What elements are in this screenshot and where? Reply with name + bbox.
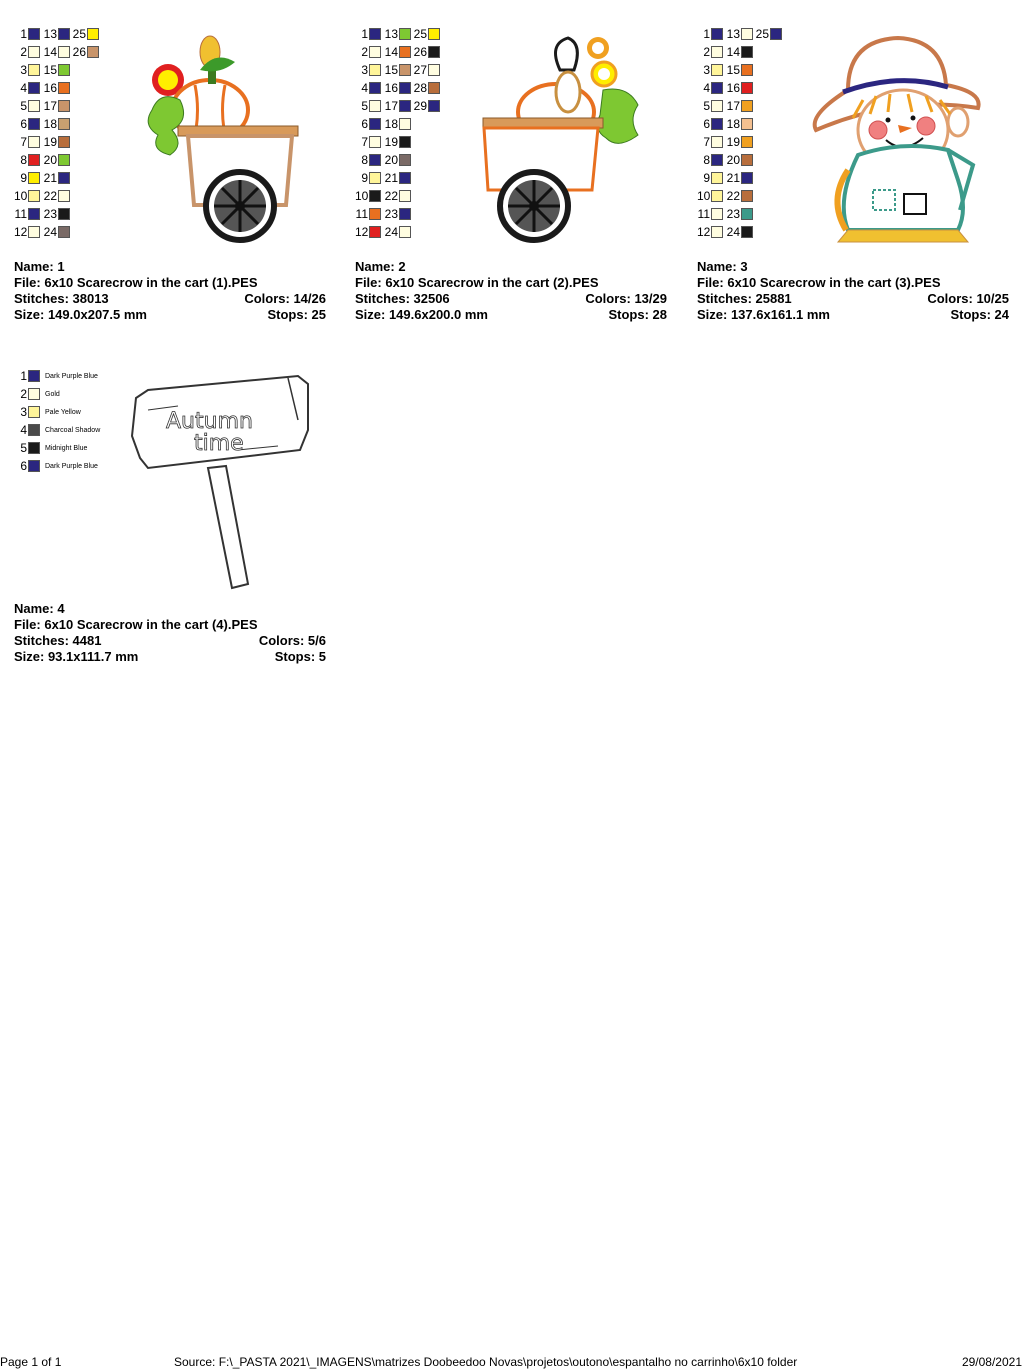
sign-text-line2: time (194, 431, 244, 456)
swatch (28, 100, 40, 112)
color-name: Midnight Blue (45, 444, 88, 452)
design-colors: Colors: 5/6 (258, 633, 326, 648)
color-name: Dark Purple Blue (45, 462, 98, 470)
scarecrow-cart-artwork-2 (478, 30, 648, 250)
swatch (28, 424, 40, 436)
color-number: 13 (43, 27, 57, 41)
color-number: 5 (20, 441, 27, 455)
swatch (711, 118, 723, 130)
swatch (369, 28, 381, 40)
color-number: 11 (355, 207, 368, 221)
color-number: 19 (726, 135, 740, 149)
swatch (369, 172, 381, 184)
swatch (87, 28, 99, 40)
color-number: 18 (384, 117, 398, 131)
color-number: 3 (361, 63, 368, 77)
swatch (399, 28, 411, 40)
swatch (399, 190, 411, 202)
swatch (428, 64, 440, 76)
color-number: 6 (20, 459, 27, 473)
autumn-sign-artwork-4 (128, 370, 313, 592)
color-number: 3 (703, 63, 710, 77)
footer-page-number: Page 1 of 1 (0, 1355, 62, 1369)
design-file: File: 6x10 Scarecrow in the cart (4).PES (14, 617, 258, 632)
swatch (28, 136, 40, 148)
color-number: 13 (384, 27, 398, 41)
color-number: 10 (355, 189, 369, 203)
color-number: 7 (361, 135, 368, 149)
swatch (28, 64, 40, 76)
color-number: 10 (14, 189, 28, 203)
color-number: 1 (20, 369, 27, 383)
color-number: 4 (703, 81, 710, 95)
swatch (369, 154, 381, 166)
sign-text-line1: Autumn (166, 409, 253, 434)
color-palette-3 (697, 25, 797, 245)
swatch (741, 28, 753, 40)
color-number: 25 (413, 27, 427, 41)
color-number: 1 (703, 27, 710, 41)
swatch (399, 208, 411, 220)
swatch (741, 172, 753, 184)
color-number: 28 (413, 81, 427, 95)
color-number: 6 (703, 117, 710, 131)
color-number: 23 (43, 207, 57, 221)
color-number: 1 (20, 27, 27, 41)
color-number: 12 (14, 225, 28, 239)
color-number: 21 (43, 171, 57, 185)
swatch (399, 172, 411, 184)
color-number: 24 (384, 225, 398, 239)
color-number: 15 (384, 63, 398, 77)
color-number: 4 (361, 81, 368, 95)
scarecrow-cart-artwork-1 (140, 30, 310, 250)
swatch (741, 226, 753, 238)
design-info-3 (697, 259, 1009, 323)
swatch (711, 226, 723, 238)
color-number: 14 (726, 45, 740, 59)
swatch (711, 64, 723, 76)
design-stitches: Stitches: 32506 (355, 291, 450, 306)
swatch (28, 82, 40, 94)
design-file: File: 6x10 Scarecrow in the cart (2).PES (355, 275, 599, 290)
color-number: 14 (43, 45, 57, 59)
color-number: 20 (384, 153, 398, 167)
color-number: 19 (43, 135, 57, 149)
color-number: 12 (355, 225, 369, 239)
color-number: 21 (726, 171, 740, 185)
swatch (58, 226, 70, 238)
design-name: Name: 3 (697, 259, 748, 274)
color-number: 16 (43, 81, 57, 95)
swatch (711, 136, 723, 148)
color-number: 15 (43, 63, 57, 77)
swatch (711, 46, 723, 58)
design-colors: Colors: 13/29 (585, 291, 667, 306)
color-number: 10 (697, 189, 711, 203)
swatch (741, 82, 753, 94)
color-number: 2 (703, 45, 710, 59)
design-size: Size: 149.0x207.5 mm (14, 307, 147, 322)
swatch (741, 154, 753, 166)
color-number: 26 (72, 45, 86, 59)
color-number: 8 (703, 153, 710, 167)
color-number: 5 (703, 99, 710, 113)
swatch (28, 190, 40, 202)
swatch (369, 82, 381, 94)
design-size: Size: 93.1x111.7 mm (14, 649, 139, 664)
swatch (741, 208, 753, 220)
design-colors: Colors: 10/25 (927, 291, 1009, 306)
color-name: Charcoal Shadow (45, 426, 101, 434)
design-stops: Stops: 24 (950, 307, 1009, 322)
design-name: Name: 2 (355, 259, 406, 274)
color-palette-1 (14, 25, 114, 245)
color-number: 13 (726, 27, 740, 41)
design-stitches: Stitches: 25881 (697, 291, 792, 306)
color-number: 23 (726, 207, 740, 221)
color-number: 17 (43, 99, 57, 113)
color-number: 26 (413, 45, 427, 59)
color-number: 4 (20, 423, 27, 437)
swatch (28, 208, 40, 220)
design-info-2 (355, 259, 667, 323)
swatch (58, 46, 70, 58)
color-number: 2 (20, 387, 27, 401)
swatch (28, 154, 40, 166)
swatch (28, 28, 40, 40)
swatch (28, 442, 40, 454)
swatch (399, 136, 411, 148)
color-number: 22 (726, 189, 740, 203)
swatch (741, 46, 753, 58)
scarecrow-artwork-3 (808, 30, 988, 250)
design-info-4 (14, 601, 326, 665)
color-number: 29 (413, 99, 427, 113)
swatch (58, 64, 70, 76)
color-number: 22 (43, 189, 57, 203)
swatch (369, 136, 381, 148)
swatch (711, 154, 723, 166)
design-info-1 (14, 259, 326, 323)
color-number: 20 (43, 153, 57, 167)
swatch (369, 226, 381, 238)
color-number: 6 (20, 117, 27, 131)
color-number: 24 (726, 225, 740, 239)
design-size: Size: 149.6x200.0 mm (355, 307, 488, 322)
color-number: 22 (384, 189, 398, 203)
swatch (399, 154, 411, 166)
swatch (58, 154, 70, 166)
color-number: 4 (20, 81, 27, 95)
swatch (428, 28, 440, 40)
design-name: Name: 4 (14, 601, 65, 616)
swatch (711, 28, 723, 40)
swatch (28, 406, 40, 418)
swatch (28, 370, 40, 382)
color-number: 2 (20, 45, 27, 59)
swatch (369, 118, 381, 130)
color-number: 7 (703, 135, 710, 149)
swatch (58, 118, 70, 130)
color-number: 8 (20, 153, 27, 167)
swatch (741, 100, 753, 112)
swatch (741, 118, 753, 130)
swatch (741, 64, 753, 76)
swatch (87, 46, 99, 58)
color-number: 16 (726, 81, 740, 95)
color-number: 27 (413, 63, 427, 77)
swatch (58, 28, 70, 40)
color-number: 17 (726, 99, 740, 113)
design-name: Name: 1 (14, 259, 65, 274)
color-number: 15 (726, 63, 740, 77)
swatch (58, 208, 70, 220)
design-colors: Colors: 14/26 (244, 291, 326, 306)
color-number: 20 (726, 153, 740, 167)
swatch (58, 82, 70, 94)
swatch (399, 100, 411, 112)
design-size: Size: 137.6x161.1 mm (697, 307, 830, 322)
color-number: 25 (755, 27, 769, 41)
color-number: 3 (20, 63, 27, 77)
color-number: 11 (14, 207, 27, 221)
swatch (428, 82, 440, 94)
swatch (428, 100, 440, 112)
color-number: 19 (384, 135, 398, 149)
design-stops: Stops: 5 (274, 649, 326, 664)
swatch (58, 190, 70, 202)
swatch (28, 118, 40, 130)
swatch (28, 46, 40, 58)
color-number: 25 (72, 27, 86, 41)
swatch (770, 28, 782, 40)
color-palette-4 (14, 367, 124, 477)
color-number: 5 (361, 99, 368, 113)
swatch (28, 226, 40, 238)
swatch (741, 190, 753, 202)
design-stops: Stops: 28 (608, 307, 667, 322)
color-number: 9 (703, 171, 710, 185)
color-number: 9 (361, 171, 368, 185)
color-number: 8 (361, 153, 368, 167)
color-number: 11 (697, 207, 710, 221)
swatch (369, 46, 381, 58)
swatch (369, 100, 381, 112)
swatch (711, 82, 723, 94)
swatch (741, 136, 753, 148)
swatch (399, 64, 411, 76)
color-number: 3 (20, 405, 27, 419)
color-number: 14 (384, 45, 398, 59)
swatch (711, 100, 723, 112)
swatch (428, 46, 440, 58)
swatch (399, 118, 411, 130)
swatch (711, 190, 723, 202)
design-file: File: 6x10 Scarecrow in the cart (3).PES (697, 275, 941, 290)
color-number: 6 (361, 117, 368, 131)
color-number: 18 (43, 117, 57, 131)
color-number: 12 (697, 225, 711, 239)
color-number: 18 (726, 117, 740, 131)
design-stitches: Stitches: 38013 (14, 291, 109, 306)
swatch (58, 136, 70, 148)
color-name: Dark Purple Blue (45, 372, 98, 380)
color-number: 23 (384, 207, 398, 221)
swatch (58, 172, 70, 184)
design-file: File: 6x10 Scarecrow in the cart (1).PES (14, 275, 258, 290)
swatch (399, 82, 411, 94)
footer-date: 29/08/2021 (961, 1355, 1022, 1369)
color-number: 7 (20, 135, 27, 149)
swatch (399, 46, 411, 58)
color-number: 24 (43, 225, 57, 239)
color-number: 2 (361, 45, 368, 59)
color-palette-2 (355, 25, 455, 245)
color-number: 5 (20, 99, 27, 113)
swatch (28, 460, 40, 472)
color-number: 1 (361, 27, 368, 41)
design-stitches: Stitches: 4481 (14, 633, 102, 648)
swatch (399, 226, 411, 238)
swatch (711, 172, 723, 184)
color-number: 16 (384, 81, 398, 95)
swatch (369, 190, 381, 202)
swatch (28, 172, 40, 184)
color-number: 17 (384, 99, 398, 113)
swatch (369, 208, 381, 220)
design-stops: Stops: 25 (267, 307, 326, 322)
swatch (369, 64, 381, 76)
color-name: Gold (45, 390, 60, 398)
color-number: 9 (20, 171, 27, 185)
color-name: Pale Yellow (45, 408, 81, 416)
swatch (58, 100, 70, 112)
color-number: 21 (384, 171, 398, 185)
footer-source-path: Source: F:\_PASTA 2021\_IMAGENS\matrizes Doobeedoo Novas\projetos\outono\espantalho no carrinho\6x10 folder (174, 1355, 798, 1369)
swatch (711, 208, 723, 220)
swatch (28, 388, 40, 400)
